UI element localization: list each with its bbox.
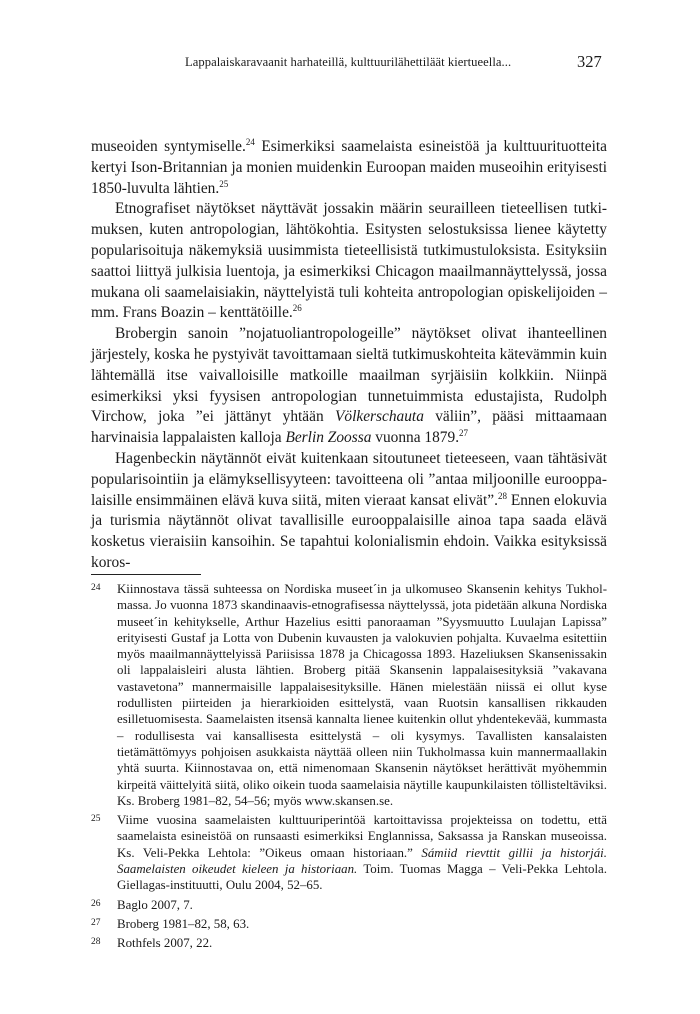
footnote-number: 24 [91, 583, 101, 593]
footnote-text: Viime vuosina saamelaisten kulttuuriperintöä kartoittavissa projekteissa on todettu, että saamelaista esineistöä on runsaasti esimerkiksi Englannissa, Saksassa ja Ranskan museoissa. Ks. Veli-Pekka Lehtola: ”Oikeus omaan historiaan.” Sámiid rievttit gillii ja historjái. Saamelaisten oikeudet kieleen ja historiaan. Toim. Tuomas Magga – Veli-Pekka Lehtola. Giellagas-instituutti, Oulu 2004, 52–65. [117, 813, 607, 893]
footnote-number: 28 [91, 937, 101, 948]
paragraph-4: Hagenbeckin näytännöt eivät kuitenkaan sitoutuneet tieteeseen, vaan tähtäsivät popularisointiin ja elämyksellisyyteen: tavoitteena oli ”antaa miljoonille eurooppalaisille ensimmäinen elävä kuva siitä, miten vieraat kansat elivät”.$^{28}$ Ennen elokuvia ja turismia näytännöt olivat tavallisille eurooppalaisille ainoa tapa saada elävä kosketus vieraisiin kansoihin. Se tapahtui kolonialismin ehdoin. Vaikka esityksissä koros- [91, 449, 607, 571]
running-header [0, 52, 700, 74]
footnote-28 [91, 935, 607, 951]
page-number: 327 [577, 52, 602, 71]
footnote-ref[interactable]: 28 [497, 490, 507, 501]
footnote-ref[interactable]: 26 [292, 303, 302, 314]
footnote-24 [91, 581, 607, 809]
paragraph-1: museoiden syntymiselle.$^{24}$ Esimerkiksi saamelaista esineistöä ja kulttuurituotteita kertyi Ison-Britannian ja monien muidenkin Euroopan maiden museoihin erityisesti 1850-luvulta lähtien.$^{25}$ [91, 136, 607, 197]
running-title: Lappalaiskaravaanit harhateillä, kulttuurilähettiläät kiertueella... [185, 55, 512, 69]
footnote-text: Rothfels 2007, 22. [117, 936, 213, 951]
footnote-number: 25 [91, 814, 101, 825]
footnote-text: Baglo 2007, 7. [117, 897, 193, 912]
footnote-26 [91, 897, 607, 913]
footnote-ref[interactable]: 24 [245, 136, 255, 147]
paragraph-2: Etnografiset näytökset näyttävät jossakin määrin seurailleen tieteellisen tutkimuksen, kuten antropologian, lähtökohtia. Esitysten selostuksissa lienee käytetty popularisoituja näkemyksiä uusimmista tieteellisistä tutkimustuloksista. Esityksiin saattoi liittyä julkisia luentoja, ja esimerkiksi Chicagon maailmannäyttelyssä, jossa mukana oli saamelaisiakin, näyttelyistä tuli kohteita antropologian opiskelijoiden – mm. Frans Boazin – kenttätöille.$^{26}$ [91, 200, 607, 322]
footnote-ref[interactable]: 27 [459, 428, 469, 439]
footnote-25 [91, 812, 607, 893]
footnote-ref[interactable]: 25 [219, 178, 229, 189]
footnote-divider [91, 574, 201, 575]
main-text [91, 137, 607, 574]
footnote-27 [91, 916, 607, 932]
paragraph-3: Brobergin sanoin ”nojatuoliantropologeille” näytökset olivat ihanteellinen järjestely, koska he pystyivät tavoittamaan sieltä tutkimuskohteita kätevämmin kuin lähtemällä itse vaivalloisille matkoille maailman syrjäisiin kolkkiin. Niinpä esimerkiksi yksi fyysisen antropologian tunnetuimmista edustajista, Rudolph Virchow, joka ”ei jättänyt yhtään Völkerschauta väliin”, pääsi mittaamaan harvinaisia lappalaisten kalloja Berlin Zoossa vuonna 1879.27 [91, 325, 607, 447]
footnote-number: 26 [91, 898, 101, 909]
footnote-text: Broberg 1981–82, 58, 63. [117, 916, 250, 931]
footnotes [91, 581, 607, 955]
footnote-text: Kiinnostava tässä suhteessa on Nordiska museet´in ja ulkomuseo Skansenin kehitys Tukholmassa. Jo vuonna 1873 skandinaavis-etnografisessa näyttelyssä, jota pidetään alkuna Nordiska museet´in kehitykselle, Arthur Hazelius esitti panoraaman ”Syysmuutto Luulajan Lapissa” erityisesti Gustaf ja Lotta von Dubenin kuvausten ja valokuvien pohjalta. Kuvaelma esitettiin myös maailmannäyttelyissä Pariisissa 1878 ja Chicagossa 1893. Hazeliuksen Skansenissakin oli lappalaisleiri alusta lähtien. Broberg pitää Skansenin lappalaisesityksiä ”vakavana vastavetona” mannermaisille lappalaisesityksille. Hänen mielestään niissä ei ollut kyse rodullisten piirteiden ja hierarkioiden esittelystä, vaan Ruotsin kansallisen rikkauden esilletuomisesta. Saamelaisten itsensä kannalta lienee kuitenkin ollut yhdentekevää, kummasta – rodullisesta vai kansallisesta esittelystä – oli kysymys. Tavallisten kansalaisten tietämättömyys pohjoisen asukkaista näyttää olleen niin Tukholmassa kuin mannermaallakin yhtä suurta. Kiinnostavaa on, että nimenomaan Skansenin näytökset herättivät myöhemmin kirpeitä väittelyitä siitä, oliko oikein tuoda saamelaisia näytille kaupunkilaisten töllisteltäviksi. Ks. Broberg 1981–82, 54–56; myös www.skansen.se. [117, 582, 607, 808]
footnote-number: 27 [91, 917, 101, 928]
